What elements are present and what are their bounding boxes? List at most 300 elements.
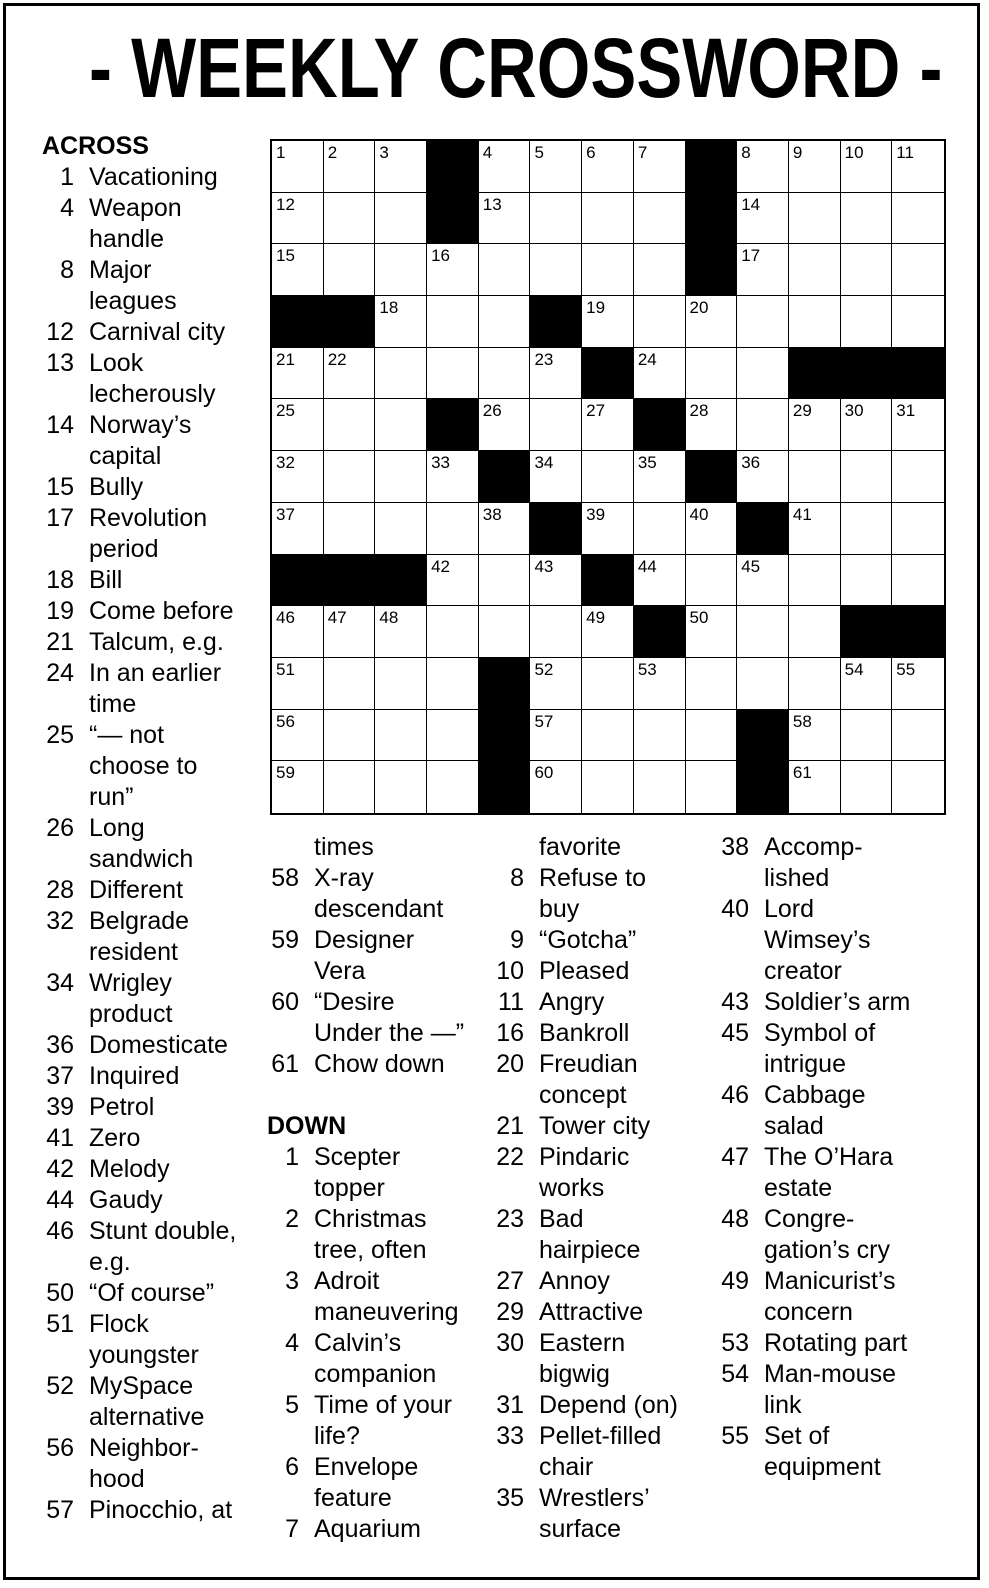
cell-number: 13 (482, 194, 502, 214)
grid-cell[interactable] (789, 503, 841, 555)
cell-number: 28 (689, 401, 709, 421)
cell-number: 38 (482, 504, 502, 524)
grid-cell[interactable] (272, 710, 324, 762)
clue-number: 44 (46, 1186, 74, 1214)
clue-text: X-ray descendant (314, 864, 444, 923)
clue-text: Refuse to buy (539, 864, 647, 923)
grid-cell[interactable] (789, 399, 841, 451)
cell-number: 50 (689, 608, 709, 628)
grid-cell[interactable] (324, 761, 376, 813)
grid-block (272, 296, 324, 348)
grid-cell[interactable] (892, 555, 944, 607)
grid-cell[interactable] (530, 658, 582, 710)
grid-cell[interactable] (530, 555, 582, 607)
clue-text: Pindaric works (539, 1143, 630, 1202)
cell-number: 51 (276, 659, 295, 679)
cell-number: 21 (276, 349, 295, 369)
grid-cell[interactable] (582, 193, 634, 245)
clue-number: 24 (46, 659, 74, 687)
clue-text: MySpace alternative (89, 1372, 205, 1431)
grid-block (479, 710, 531, 762)
grid-cell[interactable] (892, 141, 944, 193)
grid-block (789, 348, 841, 400)
clue (42, 565, 272, 596)
clue (42, 410, 272, 472)
clue-text: Lord Wimsey’s creator (764, 895, 871, 985)
grid-block (427, 193, 479, 245)
cell-number: 55 (896, 659, 916, 679)
grid-cell[interactable] (530, 761, 582, 813)
grid-cell[interactable] (841, 761, 893, 813)
grid-cell[interactable] (530, 710, 582, 762)
cell-number: 8 (741, 143, 751, 162)
clue-text: Congre- gation’s cry (764, 1205, 890, 1264)
grid-cell[interactable] (737, 399, 789, 451)
grid-cell[interactable] (737, 296, 789, 348)
cell-number: 15 (276, 246, 295, 266)
grid-cell[interactable] (892, 451, 944, 503)
cell-number: 58 (792, 711, 812, 731)
clue (42, 906, 272, 968)
grid-cell[interactable] (789, 555, 841, 607)
clue-number: 43 (721, 988, 749, 1016)
grid-cell[interactable] (582, 658, 634, 710)
grid-cell[interactable] (272, 348, 324, 400)
clue-number: 9 (510, 926, 524, 954)
grid-block (686, 244, 738, 296)
clue-text: favorite (539, 833, 621, 861)
clue (717, 1421, 957, 1483)
clue-number: 10 (496, 957, 524, 985)
cell-number: 10 (844, 143, 864, 162)
clue (42, 875, 272, 906)
cell-number: 30 (844, 401, 864, 421)
clue-text: Gaudy (89, 1186, 163, 1214)
grid-block (582, 348, 634, 400)
grid-cell[interactable] (530, 606, 582, 658)
grid-cell[interactable] (582, 244, 634, 296)
clue (492, 1328, 717, 1390)
grid-cell[interactable] (892, 244, 944, 296)
grid-cell[interactable] (427, 761, 479, 813)
clue-text: Bill (89, 566, 123, 594)
clue-number: 56 (46, 1434, 74, 1462)
clue-text: Revolution period (89, 504, 208, 563)
clue-number: 4 (285, 1329, 299, 1357)
cell-number: 40 (689, 504, 709, 524)
grid-cell[interactable] (686, 503, 738, 555)
cell-number: 45 (741, 556, 761, 576)
cell-number: 59 (276, 763, 295, 783)
clue-number: 61 (271, 1050, 299, 1078)
clue (492, 1142, 717, 1204)
grid-cell[interactable] (841, 399, 893, 451)
down-header: DOWN (267, 1112, 347, 1140)
grid-cell[interactable] (375, 451, 427, 503)
cell-number: 56 (276, 711, 295, 731)
grid-cell[interactable] (479, 141, 531, 193)
clue-text: Calvin’s companion (314, 1329, 437, 1388)
grid-cell[interactable] (634, 348, 686, 400)
clue-number: 4 (60, 194, 74, 222)
grid-cell[interactable] (737, 244, 789, 296)
grid-cell[interactable] (427, 296, 479, 348)
grid-cell[interactable] (272, 761, 324, 813)
grid-cell[interactable] (427, 606, 479, 658)
grid-cell[interactable] (324, 244, 376, 296)
cell-number: 11 (896, 143, 914, 162)
grid-cell[interactable] (634, 761, 686, 813)
clue-text: Manicurist’s concern (764, 1267, 896, 1326)
clue-number: 41 (46, 1124, 74, 1152)
grid-cell[interactable] (479, 244, 531, 296)
clue-number: 46 (721, 1081, 749, 1109)
cell-number: 36 (741, 453, 761, 473)
cell-number: 60 (534, 763, 554, 783)
grid-cell[interactable] (686, 658, 738, 710)
grid-cell[interactable] (272, 451, 324, 503)
cell-number: 34 (534, 453, 554, 473)
clue-text: Time of your life? (314, 1391, 453, 1450)
grid-cell[interactable] (634, 503, 686, 555)
clue (42, 255, 272, 317)
clue (492, 1111, 717, 1142)
clue-text: “— not choose to run” (89, 721, 198, 811)
grid-cell[interactable] (686, 296, 738, 348)
clue-number: 57 (46, 1496, 74, 1524)
grid-cell[interactable] (530, 451, 582, 503)
clue (717, 1359, 957, 1421)
grid-cell[interactable] (324, 606, 376, 658)
clue-number: 1 (60, 163, 74, 191)
clue (267, 925, 492, 987)
cell-number: 44 (637, 556, 657, 576)
grid-cell[interactable] (789, 451, 841, 503)
grid-cell[interactable] (686, 348, 738, 400)
grid-cell[interactable] (427, 451, 479, 503)
clue-number: 16 (496, 1019, 524, 1047)
grid-cell[interactable] (324, 451, 376, 503)
grid-cell[interactable] (582, 451, 634, 503)
grid-cell[interactable] (272, 399, 324, 451)
grid-cell[interactable] (841, 296, 893, 348)
grid-cell[interactable] (530, 193, 582, 245)
grid-cell[interactable] (375, 503, 427, 555)
clue (42, 596, 272, 627)
clue (267, 1390, 492, 1452)
grid-cell[interactable] (789, 710, 841, 762)
grid-cell[interactable] (789, 244, 841, 296)
clue-text: Norway’s capital (89, 411, 192, 470)
grid-cell[interactable] (737, 658, 789, 710)
clue-text: Man-mouse link (764, 1360, 896, 1419)
clue (42, 1371, 272, 1433)
cell-number: 7 (637, 143, 648, 162)
clue (42, 1185, 272, 1216)
clue-text: Neighbor- hood (89, 1434, 199, 1493)
grid-cell[interactable] (530, 141, 582, 193)
clue-text: times (314, 833, 374, 861)
clue-number: 55 (721, 1422, 749, 1450)
grid-cell[interactable] (530, 244, 582, 296)
grid-cell[interactable] (479, 503, 531, 555)
clue (492, 1421, 717, 1483)
grid-cell[interactable] (375, 606, 427, 658)
grid-cell[interactable] (375, 348, 427, 400)
grid-cell[interactable] (892, 710, 944, 762)
grid-cell[interactable] (582, 761, 634, 813)
grid-cell[interactable] (427, 244, 479, 296)
grid-cell[interactable] (324, 399, 376, 451)
clue (42, 1092, 272, 1123)
cell-number: 19 (586, 298, 606, 318)
grid-cell[interactable] (841, 193, 893, 245)
clue-number: 49 (721, 1267, 749, 1295)
grid-cell[interactable] (634, 451, 686, 503)
clue-text: Look lecherously (89, 349, 216, 408)
clue (42, 1495, 272, 1526)
clue (492, 1018, 717, 1049)
grid-cell[interactable] (789, 141, 841, 193)
cell-number: 23 (534, 349, 554, 369)
grid-cell[interactable] (324, 193, 376, 245)
clue-text: Talcum, e.g. (89, 628, 224, 656)
grid-cell[interactable] (375, 761, 427, 813)
grid-cell[interactable] (841, 503, 893, 555)
grid-cell[interactable] (737, 348, 789, 400)
grid-cell[interactable] (841, 710, 893, 762)
grid-cell[interactable] (375, 710, 427, 762)
grid-cell[interactable] (789, 296, 841, 348)
grid-cell[interactable] (324, 348, 376, 400)
grid-cell[interactable] (892, 296, 944, 348)
clue-text: Domesticate (89, 1031, 228, 1059)
grid-cell[interactable] (375, 193, 427, 245)
clue (267, 832, 492, 863)
grid-cell[interactable] (479, 606, 531, 658)
grid-cell[interactable] (737, 555, 789, 607)
clue (492, 863, 717, 925)
clue-text: Adroit maneuvering (314, 1267, 459, 1326)
grid-cell[interactable] (479, 348, 531, 400)
clue-number: 8 (60, 256, 74, 284)
clue-number: 26 (46, 814, 74, 842)
cell-number: 53 (637, 659, 657, 679)
clue-number: 3 (285, 1267, 299, 1295)
grid-cell[interactable] (272, 141, 324, 193)
clue-text: Symbol of intrigue (764, 1019, 876, 1078)
clue-number: 23 (496, 1205, 524, 1233)
grid-cell[interactable] (634, 141, 686, 193)
clue-number: 36 (46, 1031, 74, 1059)
grid-cell[interactable] (582, 296, 634, 348)
grid-cell[interactable] (375, 296, 427, 348)
grid-cell[interactable] (427, 710, 479, 762)
grid-block (272, 555, 324, 607)
grid-cell[interactable] (272, 503, 324, 555)
clue-number: 58 (271, 864, 299, 892)
cell-number: 48 (379, 608, 399, 628)
clue-number: 60 (271, 988, 299, 1016)
grid-cell[interactable] (634, 193, 686, 245)
grid-cell[interactable] (427, 348, 479, 400)
clue-text: Rotating part (764, 1329, 908, 1357)
cell-number: 31 (896, 401, 916, 421)
grid-cell[interactable] (892, 761, 944, 813)
grid-cell[interactable] (479, 193, 531, 245)
clue-text: Chow down (314, 1050, 445, 1078)
grid-cell[interactable] (634, 555, 686, 607)
clue (267, 1142, 492, 1204)
cell-number: 20 (689, 298, 709, 318)
clue (42, 813, 272, 875)
grid-cell[interactable] (582, 606, 634, 658)
grid-cell[interactable] (375, 399, 427, 451)
clue (717, 1204, 957, 1266)
grid-block (324, 555, 376, 607)
grid-cell[interactable] (427, 555, 479, 607)
cell-number: 42 (431, 556, 450, 576)
clue-number: 21 (496, 1112, 524, 1140)
clue (492, 1390, 717, 1421)
grid-block (841, 348, 893, 400)
grid-cell[interactable] (272, 193, 324, 245)
clue (717, 1328, 957, 1359)
clues-column-2 (267, 832, 492, 1545)
clue (492, 1204, 717, 1266)
clue-number: 19 (46, 597, 74, 625)
clue (42, 1030, 272, 1061)
grid-cell[interactable] (737, 141, 789, 193)
grid-cell[interactable] (375, 658, 427, 710)
grid-cell[interactable] (634, 658, 686, 710)
grid-cell[interactable] (324, 710, 376, 762)
cell-number: 25 (276, 401, 295, 421)
grid-block (737, 503, 789, 555)
grid-cell[interactable] (789, 761, 841, 813)
grid-cell[interactable] (272, 606, 324, 658)
grid-cell[interactable] (479, 296, 531, 348)
grid-cell[interactable] (737, 193, 789, 245)
clue-text: Set of equipment (764, 1422, 881, 1481)
clue-number: 27 (496, 1267, 524, 1295)
cell-number: 35 (637, 453, 657, 473)
clue-number: 7 (285, 1515, 299, 1543)
clue-text: “Desire Under the —” (314, 988, 465, 1047)
grid-cell[interactable] (686, 555, 738, 607)
grid-cell[interactable] (789, 193, 841, 245)
grid-cell[interactable] (892, 503, 944, 555)
clue-number: 1 (285, 1143, 299, 1171)
clue-number: 45 (721, 1019, 749, 1047)
clue-text: Aquarium (314, 1515, 421, 1543)
grid-cell[interactable] (841, 555, 893, 607)
grid-cell[interactable] (841, 244, 893, 296)
grid-cell[interactable] (892, 658, 944, 710)
clue-number: 52 (46, 1372, 74, 1400)
grid-cell[interactable] (530, 348, 582, 400)
clue-text: Freudian concept (539, 1050, 638, 1109)
grid-cell[interactable] (530, 399, 582, 451)
grid-cell[interactable] (324, 141, 376, 193)
clue-text: Wrestlers’ surface (539, 1484, 650, 1543)
clue-number: 31 (496, 1391, 524, 1419)
grid-cell[interactable] (634, 296, 686, 348)
clue-text: Pellet-filled chair (539, 1422, 662, 1481)
clue-text: “Of course” (89, 1279, 215, 1307)
grid-cell[interactable] (892, 399, 944, 451)
cell-number: 9 (792, 143, 803, 162)
grid-cell[interactable] (737, 451, 789, 503)
grid-cell[interactable] (427, 503, 479, 555)
clue (492, 1266, 717, 1297)
grid-cell[interactable] (686, 399, 738, 451)
clue (267, 1514, 492, 1545)
clue (267, 987, 492, 1049)
clue-text: Pinocchio, at (89, 1496, 233, 1524)
grid-cell[interactable] (272, 244, 324, 296)
grid-cell[interactable] (686, 761, 738, 813)
grid-cell[interactable] (272, 658, 324, 710)
grid-cell[interactable] (479, 555, 531, 607)
grid-cell[interactable] (375, 141, 427, 193)
grid-cell[interactable] (582, 503, 634, 555)
clue (717, 1142, 957, 1204)
clue-text: Accomp- lished (764, 833, 863, 892)
clue-text: In an earlier time (89, 659, 222, 718)
grid-block (634, 606, 686, 658)
clue-number: 29 (496, 1298, 524, 1326)
grid-cell[interactable] (789, 606, 841, 658)
grid-cell[interactable] (427, 658, 479, 710)
grid-block (892, 606, 944, 658)
grid-cell[interactable] (324, 503, 376, 555)
grid-cell[interactable] (841, 451, 893, 503)
grid-cell[interactable] (686, 710, 738, 762)
grid-cell[interactable] (582, 710, 634, 762)
grid-cell[interactable] (841, 658, 893, 710)
grid-cell[interactable] (841, 141, 893, 193)
grid-cell[interactable] (582, 141, 634, 193)
grid-cell[interactable] (324, 658, 376, 710)
clue-text: Designer Vera (314, 926, 415, 985)
grid-cell[interactable] (686, 606, 738, 658)
clue-text: Bad hairpiece (539, 1205, 641, 1264)
clue-number: 25 (46, 721, 74, 749)
clue-text: Inquired (89, 1062, 180, 1090)
clue-number: 48 (721, 1205, 749, 1233)
grid-block (530, 503, 582, 555)
clue-text: Tower city (539, 1112, 651, 1140)
grid-block (686, 451, 738, 503)
clue (267, 1049, 492, 1080)
grid-cell[interactable] (634, 244, 686, 296)
grid-cell[interactable] (634, 710, 686, 762)
grid-cell[interactable] (582, 399, 634, 451)
grid-cell[interactable] (479, 399, 531, 451)
grid-cell[interactable] (375, 244, 427, 296)
clue-text: Wrigley product (89, 969, 173, 1028)
grid-cell[interactable] (737, 606, 789, 658)
clue (492, 1483, 717, 1545)
clue-text: Depend (on) (539, 1391, 678, 1419)
clue-number: 5 (285, 1391, 299, 1419)
clue-number: 54 (721, 1360, 749, 1388)
grid-cell[interactable] (892, 193, 944, 245)
grid-cell[interactable] (789, 658, 841, 710)
clue-text: Major leagues (89, 256, 177, 315)
cell-number: 39 (586, 504, 606, 524)
